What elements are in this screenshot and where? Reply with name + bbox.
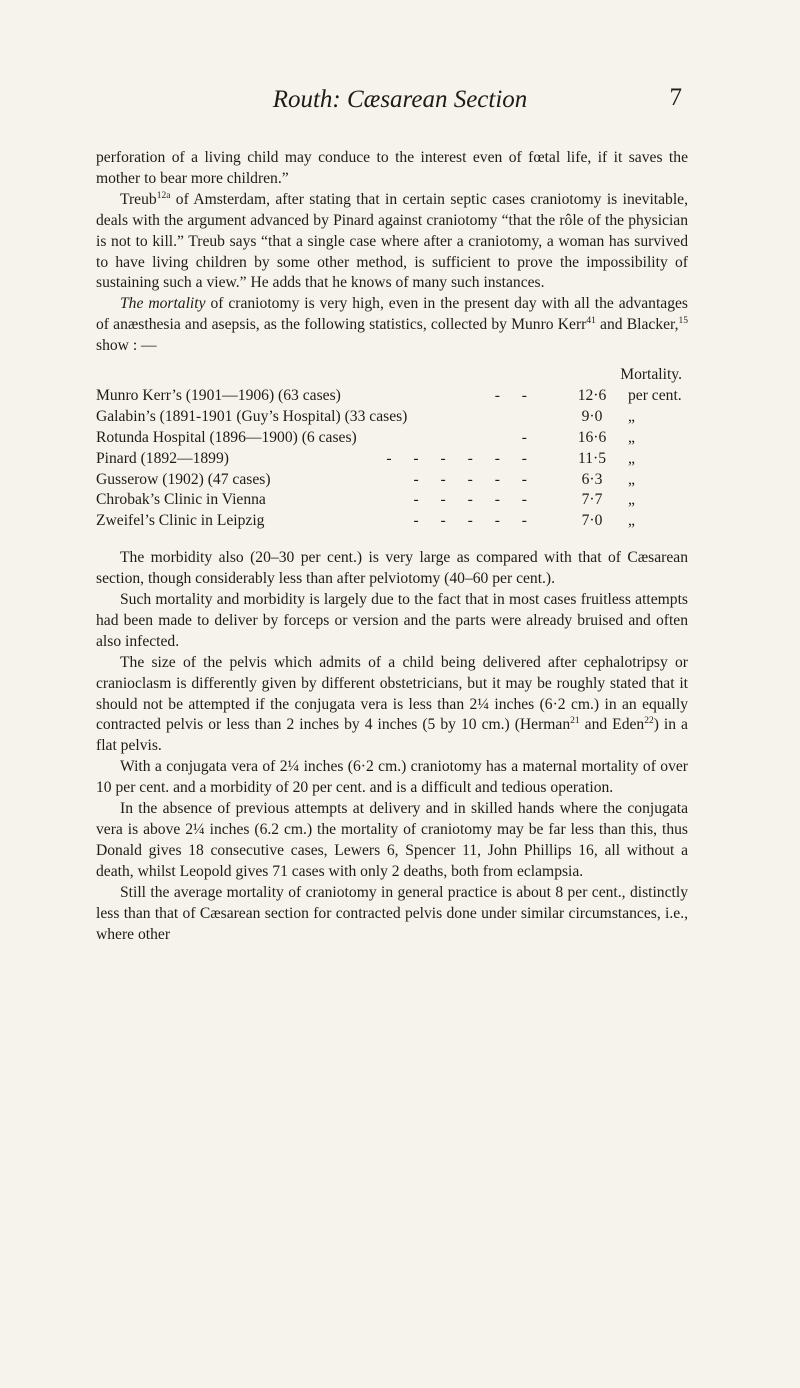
row-value: 7·7 xyxy=(581,491,603,509)
table-row xyxy=(96,428,688,449)
row-label: Galabin’s (1891-1901 (Guy’s Hospital) (33 cases) xyxy=(96,407,408,425)
paragraph-2: Treub$^{12a}$ of Amsterdam, after stating that in certain septic cases craniotomy is inevitable, deals with the argument advanced by Pinard against craniotomy “that the rôle of the physician is not to kill.” Treub says “that a single case where after a craniotomy, a woman has survived to have living children by some other method, is sufficient to prove the impossibility of sustaining such a view.” He adds that he knows of many such instances. xyxy=(96,190,688,292)
row-value: 11·5 xyxy=(577,449,606,467)
table-row xyxy=(96,407,688,428)
mortality-phrase: The mortality xyxy=(120,295,206,313)
paragraph-6: The size of the pelvis which admits of a child being delivered after cephalotripsy or cranioclasm is differently given by different obstetricians, but it may be roughly stated that it should not be attempted if the conjugata vera is less than 2¼ inches (6·2 cm.) in an equally contracted pelvis or less than 2 inches by 4 inches (5 by 10 cm.) (Herman$^{21}$ and Eden$^{22}$) in a flat pelvis. xyxy=(96,653,688,755)
row-value: 9·0 xyxy=(581,407,603,425)
leader-dashes: - - - - - xyxy=(413,512,536,530)
paragraph-4: The morbidity also (20–30 per cent.) is very large as compared with that of Cæsarean section, though considerably less than after pelviotomy (40–60 per cent.). xyxy=(96,549,688,588)
leader-dashes: - xyxy=(521,428,536,446)
footnote-ref-15: 15 xyxy=(678,316,689,327)
row-value: 6·3 xyxy=(581,470,603,488)
row-label: Pinard (1892—1899) xyxy=(96,449,229,467)
paragraph-9: Still the average mortality of craniotomy in general practice is about 8 per cent., distinctly less than that of Cæsarean section for contracted pelvis done under similar circumstances, i.e., where other xyxy=(96,883,688,943)
row-value: 12·6 xyxy=(577,386,607,404)
paragraph-5: Such mortality and morbidity is largely due to the fact that in most cases fruitless attempts had been made to deliver by forceps or version and the parts were already bruised and often also infected. xyxy=(96,591,688,650)
mortality-table xyxy=(96,365,688,532)
author-treub: Treub xyxy=(120,190,157,208)
row-unit: „ xyxy=(628,449,635,467)
table-row xyxy=(96,511,688,532)
table-row xyxy=(96,386,688,407)
row-unit: „ xyxy=(628,428,635,446)
row-unit: „ xyxy=(628,512,635,530)
paragraph-8: In the absence of previous attempts at delivery and in skilled hands where the conjugata vera is above 2¼ inches (6.2 cm.) the mortality of craniotomy may be far less than this, thus Donald gives 18 consecutive cases, Lewers 6, Spencer 11, John Phillips 16, all without a death, whilst Leopold gives 71 cases with only 2 deaths, both from eclampsia. xyxy=(96,800,688,880)
row-label: Rotunda Hospital (1896—1900) (6 cases) xyxy=(96,428,357,446)
footnote-ref-41: 41 xyxy=(586,316,596,327)
row-unit: „ xyxy=(628,407,635,425)
row-value: 16·6 xyxy=(577,428,607,446)
table-row xyxy=(96,490,688,511)
row-label: Munro Kerr’s (1901—1906) (63 cases) xyxy=(96,386,341,404)
row-label: Zweifel’s Clinic in Leipzig xyxy=(96,512,265,530)
row-unit: per cent. xyxy=(628,386,682,404)
leader-dashes: - - - - - xyxy=(413,470,536,488)
running-head: Routh: Cæsarean Section xyxy=(272,86,528,113)
row-value: 7·0 xyxy=(581,512,603,530)
paragraph-3: The mortality of craniotomy is very high, even in the present day with all the advantages of anæsthesia and asepsis, as the following statistics, collected by Munro Kerr$^{41}$ and Blacker,$^{15}$ show : — xyxy=(96,295,689,355)
footnote-ref-21: 21 xyxy=(570,716,580,727)
table-heading: Mortality. xyxy=(620,366,682,384)
row-label: Chrobak’s Clinic in Vienna xyxy=(96,491,266,509)
leader-dashes: - - - - - - xyxy=(386,449,536,467)
table-row xyxy=(96,449,688,470)
table-row xyxy=(96,470,688,491)
paragraph-1: perforation of a living child may conduce to the interest even of fœtal life, if it saves the mother to bear more children.” xyxy=(96,149,688,187)
paragraph-7: With a conjugata vera of 2¼ inches (6·2 cm.) craniotomy has a maternal mortality of over 10 per cent. and a morbidity of 20 per cent. and is a difficult and tedious operation. xyxy=(96,758,688,797)
body-text xyxy=(96,148,688,945)
footnote-ref-12a: 12a xyxy=(156,190,171,201)
row-unit: „ xyxy=(628,491,635,509)
row-label: Gusserow (1902) (47 cases) xyxy=(96,470,271,488)
page-number: 7 xyxy=(669,84,682,111)
leader-dashes: - - xyxy=(494,386,536,404)
footnote-ref-22: 22 xyxy=(644,716,654,727)
leader-dashes: - - - - - xyxy=(413,491,536,509)
page-header xyxy=(0,86,800,126)
row-unit: „ xyxy=(628,470,635,488)
